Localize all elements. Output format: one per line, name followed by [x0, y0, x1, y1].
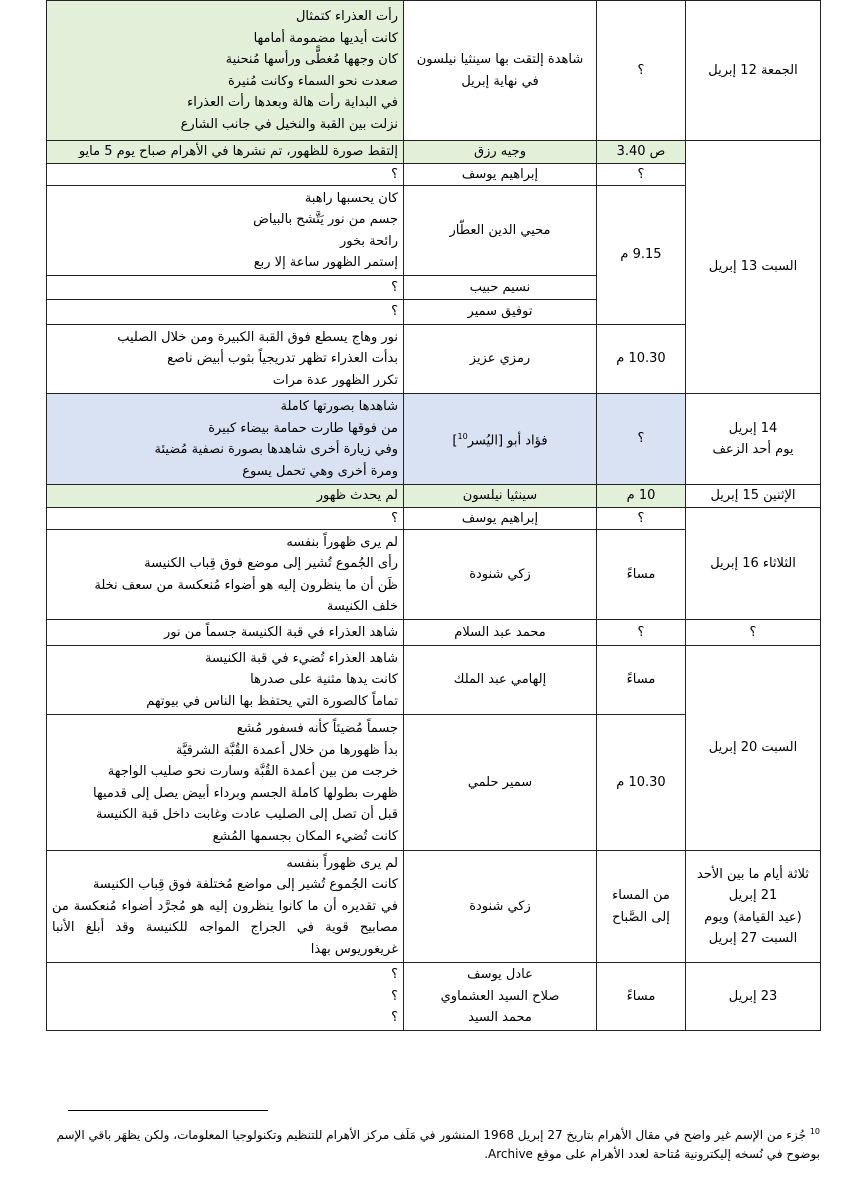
footnote-ref[interactable]: 10: [457, 432, 468, 442]
date-cell: [686, 394, 821, 485]
description-line: كان وجهها مُغطًّى ورأسها مُنحنية: [225, 52, 398, 67]
time-cell: ؟: [597, 163, 686, 186]
witness-cell: زكي شنودة: [404, 851, 597, 963]
witness-cell: [404, 394, 597, 485]
description-line: شاهدها بصورتها كاملة: [280, 399, 398, 414]
date-cell: الثلاثاء 16 إبريل: [686, 507, 821, 620]
footnote-number: 10: [809, 1127, 820, 1136]
description-line: صعدت نحو السماء وكانت مُنيرة: [228, 73, 398, 89]
witness-line: في نهاية إبريل: [461, 73, 539, 89]
time-cell: 9.15 م: [597, 186, 686, 325]
description-line: لم يرى ظهوراً بنفسه: [286, 534, 398, 550]
witness-cell: نسيم حبيب: [404, 276, 597, 300]
description-line: رائحة بخور: [339, 233, 398, 249]
date-cell: 23 إبريل: [686, 963, 821, 1031]
witness-cell: [404, 1, 597, 141]
time-cell: [597, 851, 686, 963]
description-line: كانت الجُموع تُشير إلى مواضع مُختلفة فوق قِباب الكنيسة: [92, 877, 398, 893]
table-row: [47, 620, 821, 646]
description-line: كان يحسبها راهبة: [304, 190, 398, 206]
description-line: تماماً كالصورة التي يحتفظ بها الناس في بيوتهم: [146, 693, 398, 709]
description-line: جسم من نور يَتَّشح بالبياض: [253, 212, 398, 227]
witness-cell: سمير حلمي: [404, 715, 597, 851]
witness-cell: [404, 963, 597, 1031]
time-cell: ؟: [597, 394, 686, 485]
witness-name: فؤاد أبو [اليُسر: [467, 433, 548, 449]
date-cell: [686, 851, 821, 963]
description-cell: [47, 851, 404, 963]
description-line: ومرة أخرى وهي تحمل يسوع: [242, 463, 398, 479]
description-cell: ؟: [47, 276, 404, 300]
footnote-text: جُزء من الإسم غير واضح في مقال الأهرام بتاريخ 27 إبريل 1968 المنشور في مَلَف مركز الأهرام للتنظيم وتكنولوجيا المعلومات، ولكن يظهَر باقي الإسم بوضوح في نُسخه إليكترونية مُتاحة لعدد الأهرام على موقع Archive.: [56, 1128, 820, 1161]
witness-cell: محيي الدين العطّار: [404, 186, 597, 276]
time-line: من المساء: [612, 888, 670, 903]
description-line: رأت العذراء كتمثال: [295, 9, 398, 24]
description-line: خرجت من بين أعمدة القُبَّة وسارت نحو صليب الواجهة: [107, 764, 398, 779]
description-cell: [47, 325, 404, 394]
time-cell: ؟: [597, 620, 686, 646]
time-cell: 10 م: [597, 485, 686, 508]
description-line: كانت يدها مثنية على صدرها: [250, 672, 398, 688]
date-line: (عيد القيامة) ويوم: [704, 909, 802, 925]
description-line: رأى الجُموع تُشير إلى موضع فوق قِباب الكنيسة: [144, 556, 398, 571]
time-cell: 10.30 م: [597, 715, 686, 851]
description-cell: ؟: [47, 507, 404, 530]
description-line: بدأت العذراء تظهر تدريجياً بثوب أبيض ناصع: [167, 351, 398, 367]
description-cell: [47, 530, 404, 620]
table-row: [47, 963, 821, 1031]
description-line: ؟: [391, 1010, 398, 1026]
time-cell: مساءً: [597, 646, 686, 715]
description-line: بدأ ظهورها من خلال أعمدة القُبَّة الشرقيَّة: [175, 742, 398, 758]
witness-line: صلاح السيد العشماوي: [440, 988, 560, 1004]
description-cell: [47, 1, 404, 141]
table-row: [47, 394, 821, 485]
description-line: ظَن أن ما ينظرون إليه هو أضواء مُنعكسة من سعف نخلة: [94, 577, 398, 593]
description-cell: شاهد العذراء في قبة الكنيسة جسماً من نور: [47, 620, 404, 646]
description-line: إستمر الظهور ساعة إلا ربع: [253, 255, 398, 270]
witness-cell: زكي شنودة: [404, 530, 597, 620]
date-cell: الجمعة 12 إبريل: [686, 1, 821, 141]
description-line: نور وهاج يسطع فوق القبة الكبيرة ومن خلال الصليب: [117, 329, 398, 345]
time-cell: ؟: [597, 1, 686, 141]
description-cell: [47, 646, 404, 715]
witness-cell: رمزي عزيز: [404, 325, 597, 394]
description-line: كانت أيديها مضمومة أمامها: [253, 30, 398, 46]
table-row: [47, 507, 821, 530]
witness-cell: سينثيا نيلسون: [404, 485, 597, 508]
description-line: ؟: [391, 967, 398, 983]
description-line: في تقديره أن ما كانوا ينظرون إليه هو مُجرَّد أضواء مُنعكسة من مصابيح قوية في الجراج المواجه للكنيسة وقد أبلغ الأنبا غريغوريوس بهذا: [52, 898, 398, 957]
table-row: [47, 141, 821, 164]
date-cell: ؟: [686, 620, 821, 646]
table-row: [47, 485, 821, 508]
description-cell: [47, 186, 404, 276]
description-line: قبل أن تصل إلى الصليب عادت وغابت داخل قبة الكنيسة: [95, 807, 398, 822]
time-cell: مساءً: [597, 530, 686, 620]
description-cell: [47, 715, 404, 851]
date-cell: السبت 20 إبريل: [686, 646, 821, 851]
description-cell: إلتقط صورة للظهور، تم نشرها في الأهرام صباح يوم 5 مايو: [47, 141, 404, 164]
description-line: ؟: [391, 988, 398, 1004]
description-line: وفي زيارة أخرى شاهدها بصورة نصفية مُضيئة: [154, 442, 398, 457]
date-line: يوم أحد الزعف: [712, 442, 794, 457]
footnote: [50, 1122, 820, 1164]
date-line: 14 إبريل: [728, 420, 778, 436]
witness-cell: توفيق سمير: [404, 300, 597, 325]
description-cell: ؟: [47, 300, 404, 325]
description-line: شاهد العذراء تُضيء في قبة الكنيسة: [204, 650, 398, 666]
table-row: [47, 851, 821, 963]
date-cell: السبت 13 إبريل: [686, 141, 821, 394]
description-cell: [47, 963, 404, 1031]
description-cell: لم يحدث ظهور: [47, 485, 404, 508]
description-cell: [47, 394, 404, 485]
witness-line: شاهدة إلتقت بها سينثيا نيلسون: [416, 52, 584, 67]
description-line: في البداية رأت هالة وبعدها رأت العذراء: [187, 95, 398, 110]
witness-cell: محمد عبد السلام: [404, 620, 597, 646]
description-line: جسماً مُضيئاً كأنه فسفور مُشع: [236, 721, 398, 736]
witness-name-end: ]: [452, 433, 458, 449]
description-line: كانت تُضيء المكان بجسمها المُشع: [212, 828, 398, 844]
witness-cell: وجيه رزق: [404, 141, 597, 164]
time-cell: 10.30 م: [597, 325, 686, 394]
description-line: نزلت بين القبة والنخيل في جانب الشارع: [180, 116, 398, 132]
time-cell: ؟: [597, 507, 686, 530]
description-line: لم يرى ظهوراً بنفسه: [286, 855, 398, 871]
time-cell: مساءً: [597, 963, 686, 1031]
time-line: إلى الصَّباح: [612, 909, 670, 925]
footnote-separator: [68, 1110, 268, 1111]
description-line: ظهرت بطولها كاملة الجسم وبرداء أبيض يصل إلى قدميها: [92, 785, 398, 801]
witness-line: محمد السيد: [468, 1010, 532, 1026]
witness-line: عادل يوسف: [467, 967, 533, 983]
witness-cell: إبراهيم يوسف: [404, 507, 597, 530]
witness-cell: إلهامي عبد الملك: [404, 646, 597, 715]
table-row: [47, 1, 821, 141]
date-line: السبت 27 إبريل: [708, 931, 798, 946]
date-line: ثلاثة أيام ما بين الأحد: [697, 866, 809, 882]
description-line: تكرر الظهور عدة مرات: [272, 372, 398, 388]
date-cell: الإثنين 15 إبريل: [686, 485, 821, 508]
witness-cell: إبراهيم يوسف: [404, 163, 597, 186]
description-line: من فوقها طارت حمامة بيضاء كبيرة: [208, 420, 398, 436]
apparitions-table: [46, 0, 821, 1031]
time-cell: 3.40 ص: [597, 141, 686, 164]
description-cell: ؟: [47, 163, 404, 186]
table-row: [47, 646, 821, 715]
date-line: 21 إبريل: [728, 888, 778, 903]
description-line: خلف الكنيسة: [326, 599, 398, 614]
